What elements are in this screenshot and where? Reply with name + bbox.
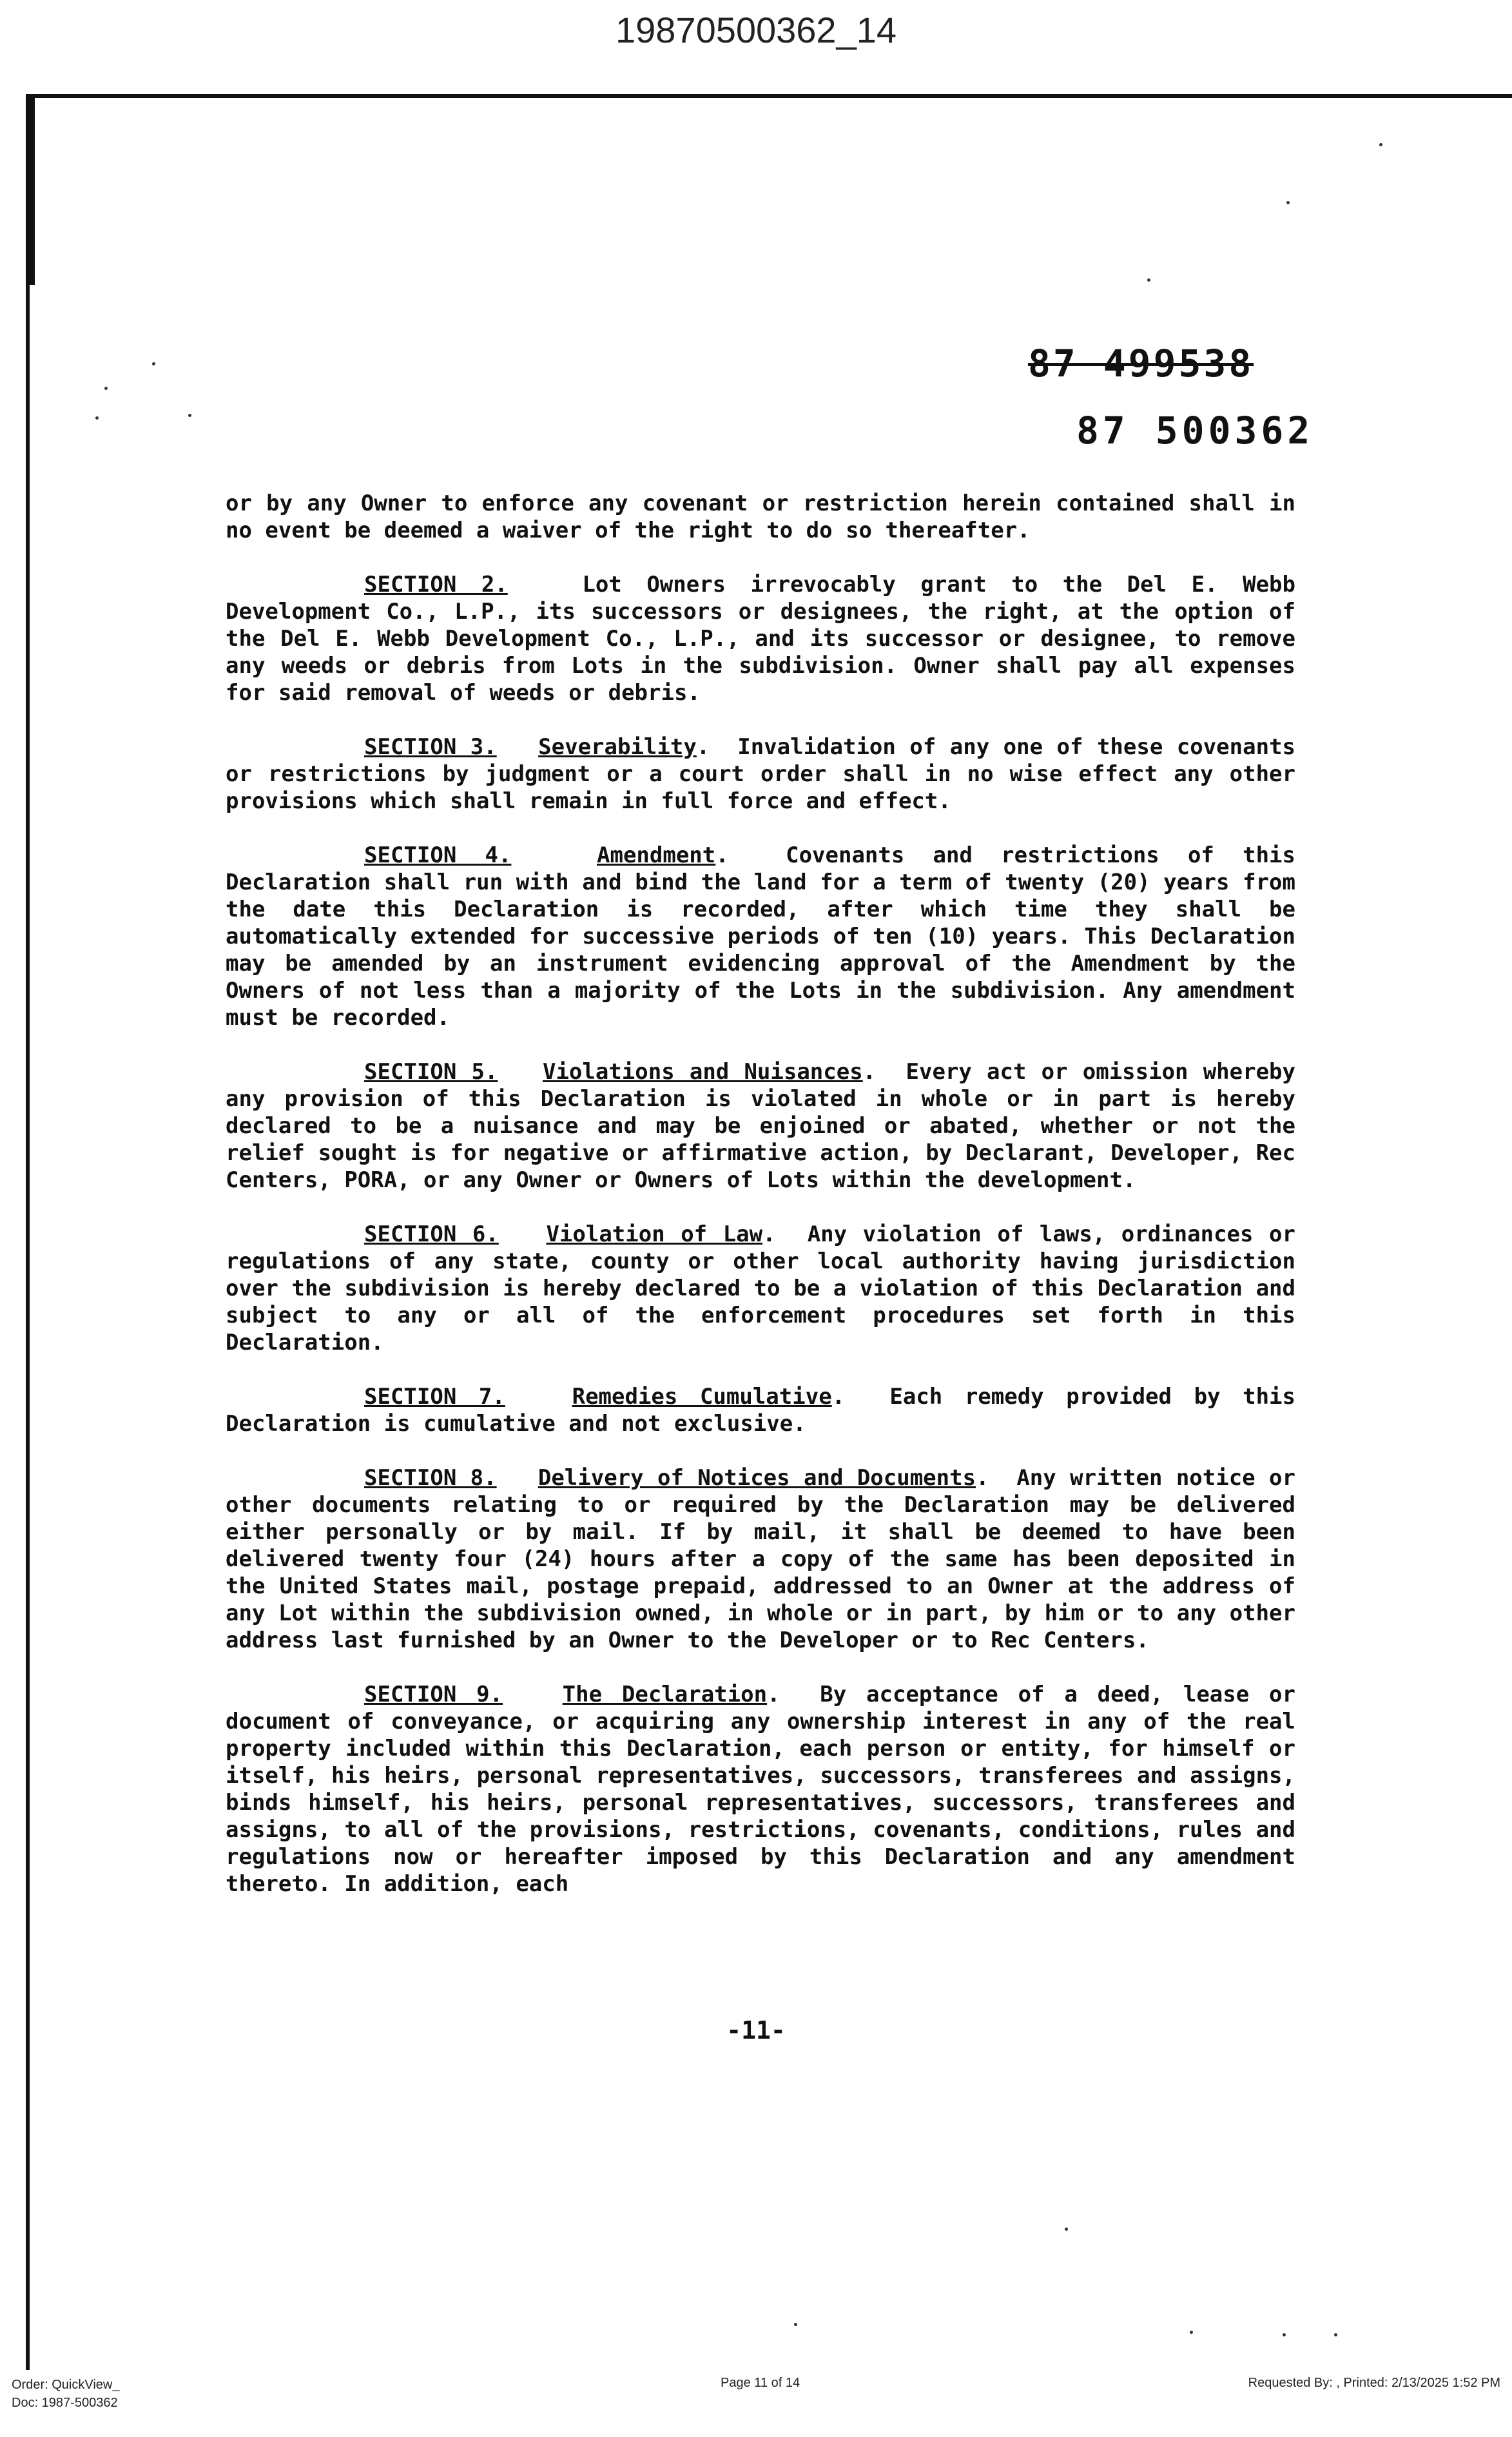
section-text: Covenants and restrictions of this Declaration shall run with and bind the land for a term of twenty (20) years from the date this Declaration is recorded, after which time they shall be automatically extended for successive periods of ten (10) years. This Declaration may be amended by an instrument evidencing approval of the Amendment by the Owners of not less than a majority of the Lots in the subdivision. Any amendment must be recorded. xyxy=(226,842,1295,1031)
page-number: -11- xyxy=(726,2016,786,2044)
section-title: Violation of Law xyxy=(546,1221,763,1247)
section-6: SECTION 6. Violation of Law. Any violation of laws, ordinances or regulations of any state, county or other local authority having jurisdiction over the subdivision is hereby declared to be a violation of this Declaration and subject to any or all of the enforcement procedures set forth in this Declaration. xyxy=(226,1221,1295,1355)
section-7: SECTION 7. Remedies Cumulative. Each remedy provided by this Declaration is cumulative and not exclusive. xyxy=(226,1384,1295,1437)
footer-order: Order: QuickView_ xyxy=(12,2378,120,2392)
document-body xyxy=(226,490,1295,1925)
section-title: Violations and Nuisances xyxy=(542,1059,863,1085)
scan-speck xyxy=(1379,143,1382,146)
section-9: SECTION 9. The Declaration. By acceptance of a deed, lease or document of conveyance, or acquiring any ownership interest in any of the real property included within this Declaration, each person or entity, for himself or itself, his heirs, personal representatives, successors, transferees and assigns, binds himself, his heirs, personal representatives, successors, transferees and assigns, to all of the provisions, restrictions, covenants, conditions, rules and regulations now or hereafter imposed by this Declaration and any amendment thereto. In addition, each xyxy=(226,1682,1295,1897)
scan-speck xyxy=(1334,2333,1337,2336)
section-8: SECTION 8. Delivery of Notices and Documents. Any written notice or other documents relating to or required by the Declaration may be delivered either personally or by mail. If by mail, it shall be deemed to have been delivered twenty four (24) hours after a copy of the same has been deposited in the United States mail, postage prepaid, addressed to an Owner at the address of any Lot within the subdivision owned, in whole or in part, by him or to any other address last furnished by an Owner to the Developer or to Rec Centers. xyxy=(226,1465,1295,1653)
section-number: SECTION 2. xyxy=(364,572,508,597)
scan-speck xyxy=(188,414,191,417)
scan-speck xyxy=(1190,2331,1193,2334)
recording-stamp-new: 87 500362 xyxy=(1076,409,1314,452)
scan-speck xyxy=(152,362,155,365)
section-number: SECTION 8. xyxy=(364,1465,497,1491)
section-number: SECTION 7. xyxy=(364,1384,505,1410)
scan-speck xyxy=(794,2323,797,2326)
scan-speck xyxy=(1065,2228,1068,2231)
section-title: Remedies Cumulative xyxy=(572,1384,832,1410)
section-3: SECTION 3. Severability. Invalidation of any one of these covenants or restrictions by judgment or a court order shall in no wise effect any other provisions which shall remain in full force and effect. xyxy=(226,734,1296,814)
section-title: The Declaration xyxy=(562,1682,768,1707)
section-2 xyxy=(226,571,1295,706)
section-5: SECTION 5. Violations and Nuisances. Every act or omission whereby any provision of this Declaration is violated in whole or in part is hereby declared to be a nuisance and may be enjoined or abated, whether or not the relief sought is for negative or affirmative action, by Declarant, Developer, Rec Centers, PORA, or any Owner or Owners of Lots within the development. xyxy=(226,1059,1295,1193)
section-number: SECTION 6. xyxy=(364,1221,499,1247)
scan-speck xyxy=(95,416,99,420)
section-number: SECTION 5. xyxy=(364,1059,498,1085)
section-title: Amendment xyxy=(597,842,716,868)
section-title: Delivery of Notices and Documents xyxy=(538,1465,976,1491)
section-number: SECTION 9. xyxy=(364,1682,503,1707)
scan-speck xyxy=(104,387,108,390)
recording-stamp-old: 87 499538 xyxy=(1028,342,1254,385)
section-number: SECTION 4. xyxy=(364,842,512,868)
intro-paragraph: or by any Owner to enforce any covenant or restriction herein contained shall in no event be deemed a waiver of the right to do so thereafter. xyxy=(226,490,1295,543)
section-number: SECTION 3. xyxy=(364,734,497,760)
section-text: Invalidation of any one of these covenants or restrictions by judgment or a court order shall in no wise effect any other provisions which shall remain in full force and effect. xyxy=(226,734,1296,814)
scan-speck xyxy=(1286,201,1290,204)
footer-page: Page 11 of 14 xyxy=(721,2376,800,2390)
section-text: Any written notice or other documents relating to or required by the Declaration may be delivered either personally or by mail. If by mail, it shall be deemed to have been delivered twenty four (24) hours after a copy of the same has been deposited in the United States mail, postage prepaid, addressed to an Owner at the address of any Lot within the subdivision owned, in whole or in part, by him or to any other address last furnished by an Owner to the Developer or to Rec Centers. xyxy=(226,1465,1295,1653)
section-title: Severability xyxy=(538,734,697,760)
section-text: Every act or omission whereby any provision of this Declaration is violated in whole or in part is hereby declared to be a nuisance and may be enjoined or abated, whether or not the relief sought is for negative or affirmative action, by Declarant, Developer, Rec Centers, PORA, or any Owner or Owners of Lots within the development. xyxy=(226,1059,1295,1193)
section-text: Lot Owners irrevocably grant to the Del E. Webb Development Co., L.P., its successors or designees, the right, at the option of the Del E. Webb Development Co., L.P., and its successor or designee, to remove any weeds or debris from Lots in the subdivision. Owner shall pay all expenses for said removal of weeds or debris. xyxy=(226,572,1295,706)
footer-left xyxy=(12,2376,119,2412)
scan-border-notch xyxy=(26,98,35,285)
footer-requested: Requested By: , Printed: 2/13/2025 1:52 PM xyxy=(1248,2376,1500,2390)
document-id: 19870500362_14 xyxy=(615,10,897,50)
section-text: Any violation of laws, ordinances or regulations of any state, county or other local authority having jurisdiction over the subdivision is hereby declared to be a violation of this Declaration and subject to any or all of the enforcement procedures set forth in this Declaration. xyxy=(226,1221,1295,1355)
footer-doc: Doc: 1987-500362 xyxy=(12,2396,118,2410)
scan-speck xyxy=(1147,278,1150,282)
section-text: Each remedy provided by this Declaration is cumulative and not exclusive. xyxy=(226,1384,1295,1437)
section-text: By acceptance of a deed, lease or document of conveyance, or acquiring any ownership interest in any of the real property included within this Declaration, each person or entity, for himself or itself, his heirs, personal representatives, successors, transferees and assigns, binds himself, his heirs, personal representatives, successors, transferees and assigns, to all of the provisions, restrictions, covenants, conditions, rules and regulations now or hereafter imposed by this Declaration and any amendment thereto. In addition, each xyxy=(226,1682,1295,1897)
section-4: SECTION 4. Amendment. Covenants and restrictions of this Declaration shall run with and bind the land for a term of twenty (20) years from the date this Declaration is recorded, after which time they shall be automatically extended for successive periods of ten (10) years. This Declaration may be amended by an instrument evidencing approval of the Amendment by the Owners of not less than a majority of the Lots in the subdivision. Any amendment must be recorded. xyxy=(226,842,1295,1031)
scan-speck xyxy=(1283,2333,1286,2336)
